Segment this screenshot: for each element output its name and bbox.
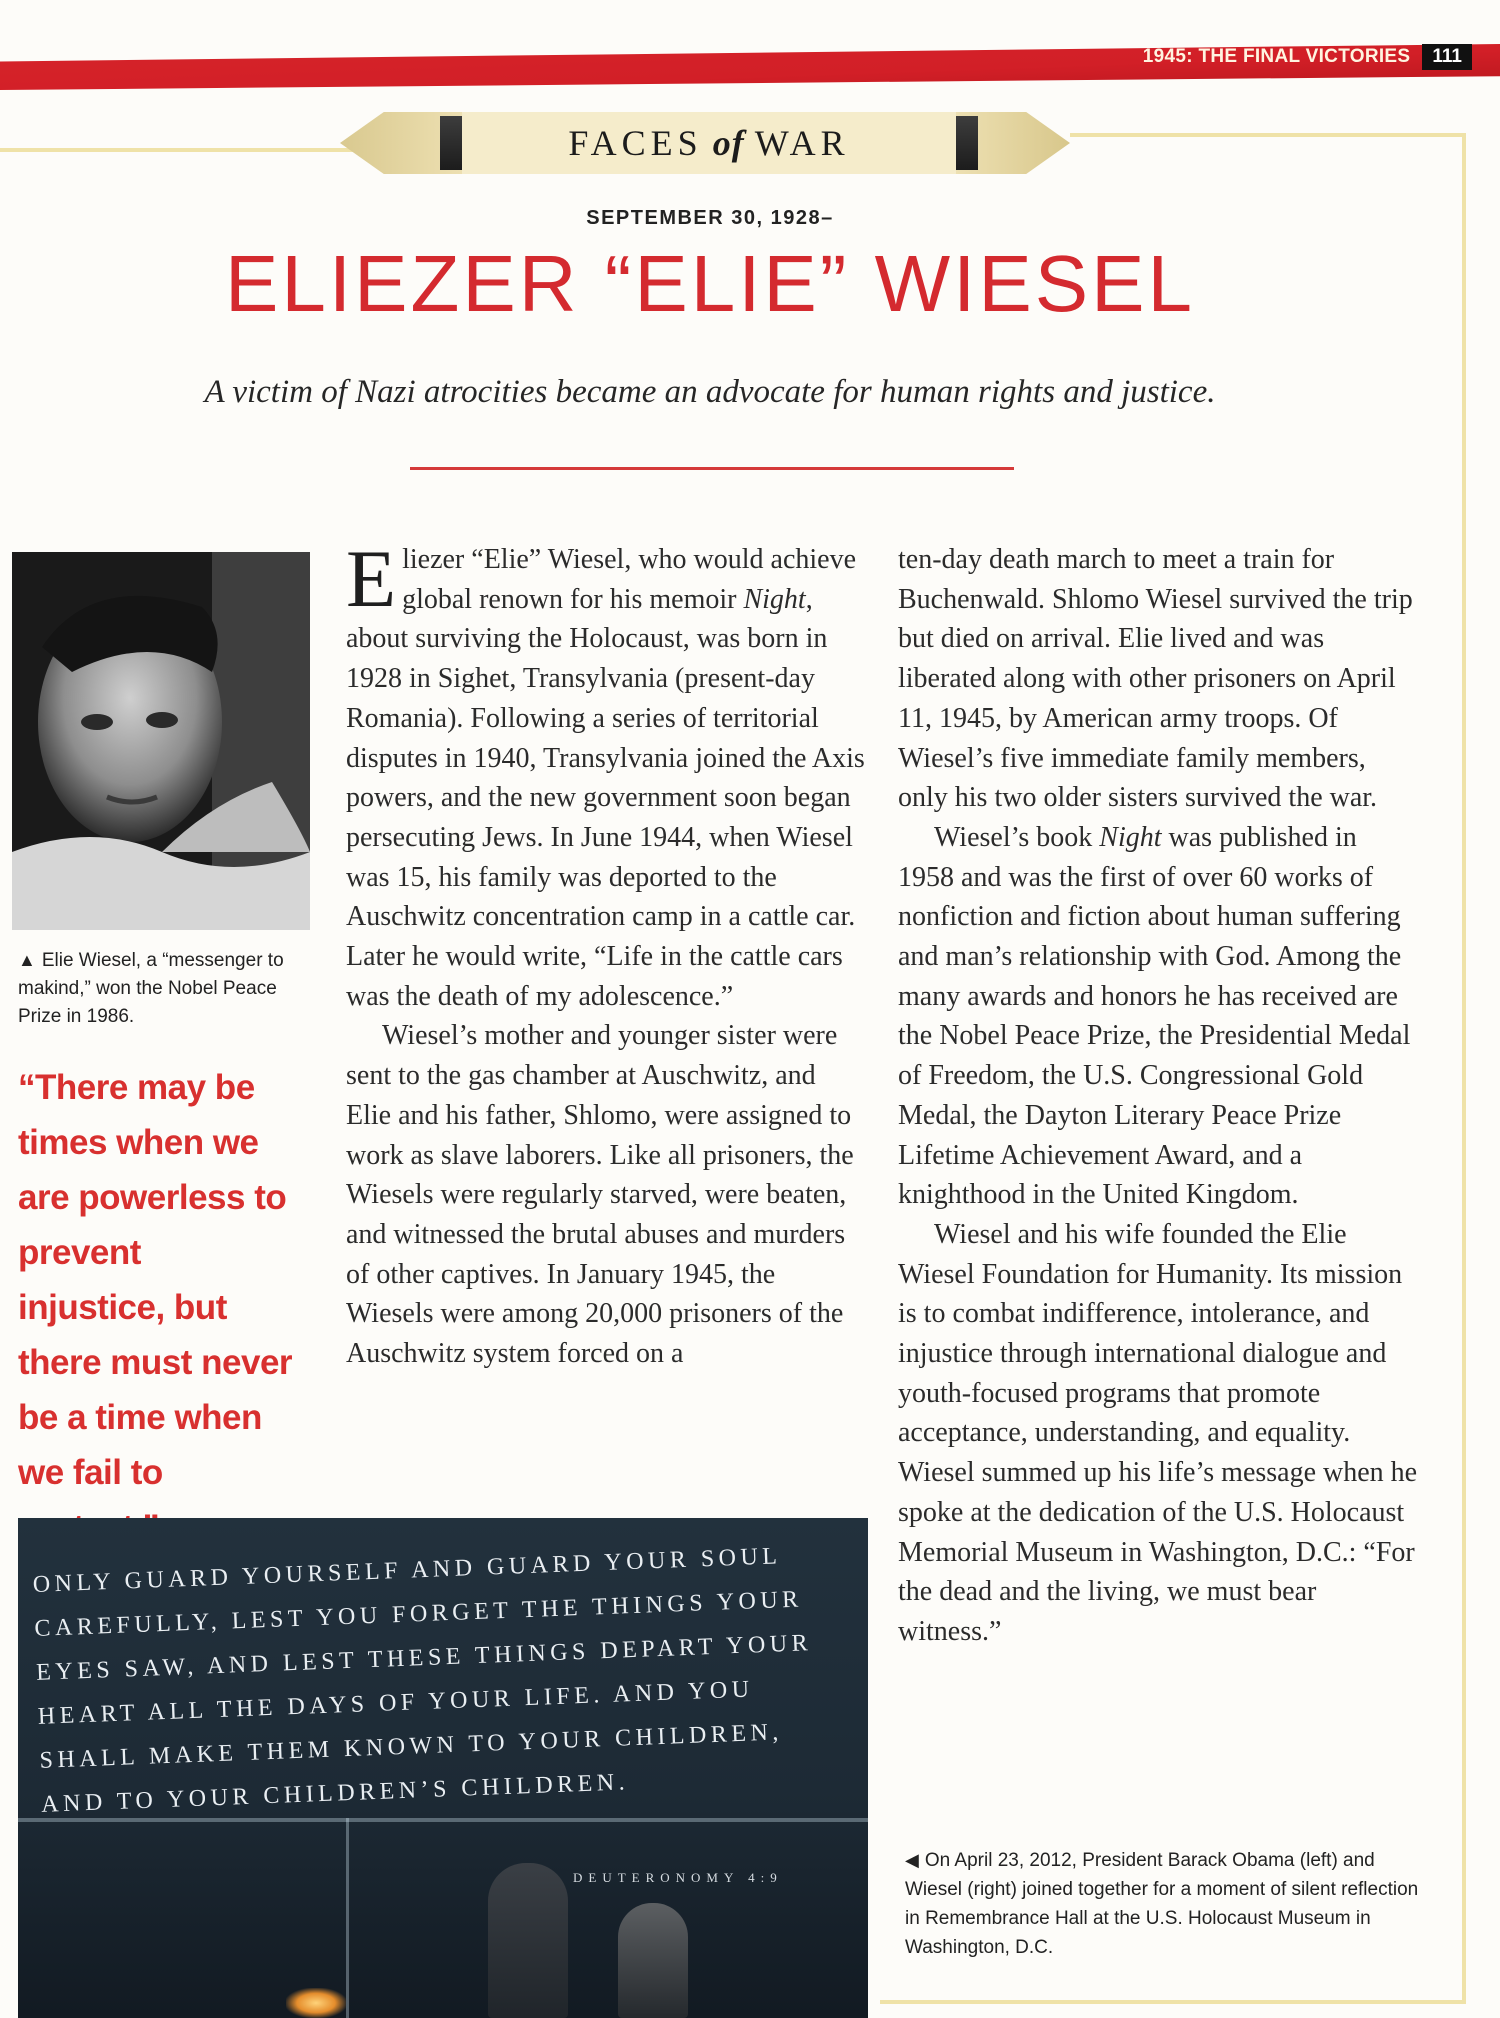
portrait-caption [18,946,288,1031]
deck-subtitle: A victim of Nazi atrocities became an advocate for human rights and justice. [204,374,1216,410]
banner-right-bar [956,116,978,170]
inscription-source: DEUTERONOMY 4:9 [573,1870,783,1885]
paragraph [346,533,866,1016]
drop-cap: E [346,533,397,624]
eternal-flame [286,1988,346,2018]
body-column-2 [898,540,1418,1652]
glass-edge [18,1818,868,1822]
portrait-caption-text: Elie Wiesel, a “messenger to makind,” won the Nobel Peace Prize in 1986. [18,950,284,1027]
portrait-photo [12,552,310,930]
up-arrow-icon: ▲ [18,950,36,970]
banner-left-bar [440,116,462,170]
body-column-1 [346,533,866,1374]
paragraph-text: liezer “Elie” Wiesel, who would achieve global renown for his memoir [402,544,857,615]
banner-word-faces: FACES [568,123,703,163]
figure-obama [488,1863,568,2018]
book-title: Night [1099,821,1162,853]
memorial-caption [905,1846,1425,1962]
memorial-caption-text: On April 23, 2012, President Barack Obama (left) and Wiesel (right) joined together for a moment of silent reflection in Remembrance Hall at the U.S. Holocaust Museum in Washington, D.C. [905,1850,1419,1958]
banner-word-of: of [712,123,745,163]
page-title: ELIEZER “ELIE” WIESEL [225,239,1195,328]
frame-border-bottom [880,2000,1466,2004]
paragraph-text: Wiesel’s book [934,821,1100,853]
paragraph: ten-day death march to meet a train for Buchenwald. Shlomo Wiesel survived the trip but died on arrival. Elie lived and was liberated along with other prisoners on April 11, 1945, by American army troops. Of Wiesel’s five immediate family members, only his two older sisters survived the war. [898,544,1413,814]
paragraph: Wiesel and his wife founded the Elie Wiesel Foundation for Humanity. Its mission is to combat indifference, intolerance, and injustice through international dialogue and youth-focused programs that promote acceptance, understanding, and equality. Wiesel summed up his life’s message when he spoke at the dedication of the U.S. Holocaust Memorial Museum in Washington, D.C.: “For the dead and the living, we must bear witness.” [898,1218,1418,1647]
book-title: Night [743,583,806,615]
paragraph [898,818,1418,1215]
memorial-photo [18,1518,868,2018]
page-number: 111 [1422,44,1472,70]
memorial-inscription: ONLY GUARD YOURSELF AND GUARD YOUR SOUL CAREFULLY, LEST YOU FORGET THE THINGS YOUR EYES SAW, AND LEST THESE THINGS DEPART YOUR HEART ALL THE DAYS OF YOUR LIFE. AND YOU SHALL MAKE THEM KNOWN TO YOUR CHILDREN, AND TO YOUR CHILDREN’S CHILDREN. [32,1543,813,1818]
life-dates: SEPTEMBER 30, 1928– [586,207,834,229]
glass-edge [346,1818,349,2018]
frame-rule-right [1070,133,1465,137]
running-head [1137,43,1472,71]
banner-label [462,112,956,174]
paragraph-text: was published in 1958 and was the first of over 60 works of nonfiction and fiction about human suffering and man’s relationship with God. Among the many awards and honors he has received are the Nobel Peace Prize, the Presidential Medal of Freedom, the U.S. Congressional Gold Medal, the Dayton Literary Peace Prize Lifetime Achievement Award, and a knighthood in the United Kingdom. [898,821,1411,1211]
frame-border-right [1462,133,1466,2003]
paragraph-text: , about surviving the Holocaust, was born in 1928 in Sighet, Transylvania (present-day Romania). Following a series of territorial disputes in 1940, Transylvania joined the Axis powers, and the new government soon began persecuting Jews. In June 1944, when Wiesel was 15, his family was deported to the Auschwitz concentration camp in a cattle car. Later he would write, “Life in the cattle cars was the death of my adolescence.” [346,583,865,1012]
left-arrow-icon: ◀ [905,1850,919,1870]
banner-word-war: WAR [754,123,850,163]
divider-rule [410,467,1014,470]
pull-quote: “There may be times when we are powerless to prevent injustice, but there must never be a time when we fail to [18,1068,293,1492]
chapter-title: 1945: THE FINAL VICTORIES [1142,46,1411,67]
figure-wiesel [618,1903,688,2018]
paragraph: Wiesel’s mother and younger sister were sent to the gas chamber at Auschwitz, and Elie and his father, Shlomo, were assigned to work as slave laborers. Like all prisoners, the Wiesels were regularly starved, were beaten, and witnessed the brutal abuses and murders of other captives. In January 1945, the Wiesels were among 20,000 prisoners of the Auschwitz system forced on a [346,1020,854,1370]
